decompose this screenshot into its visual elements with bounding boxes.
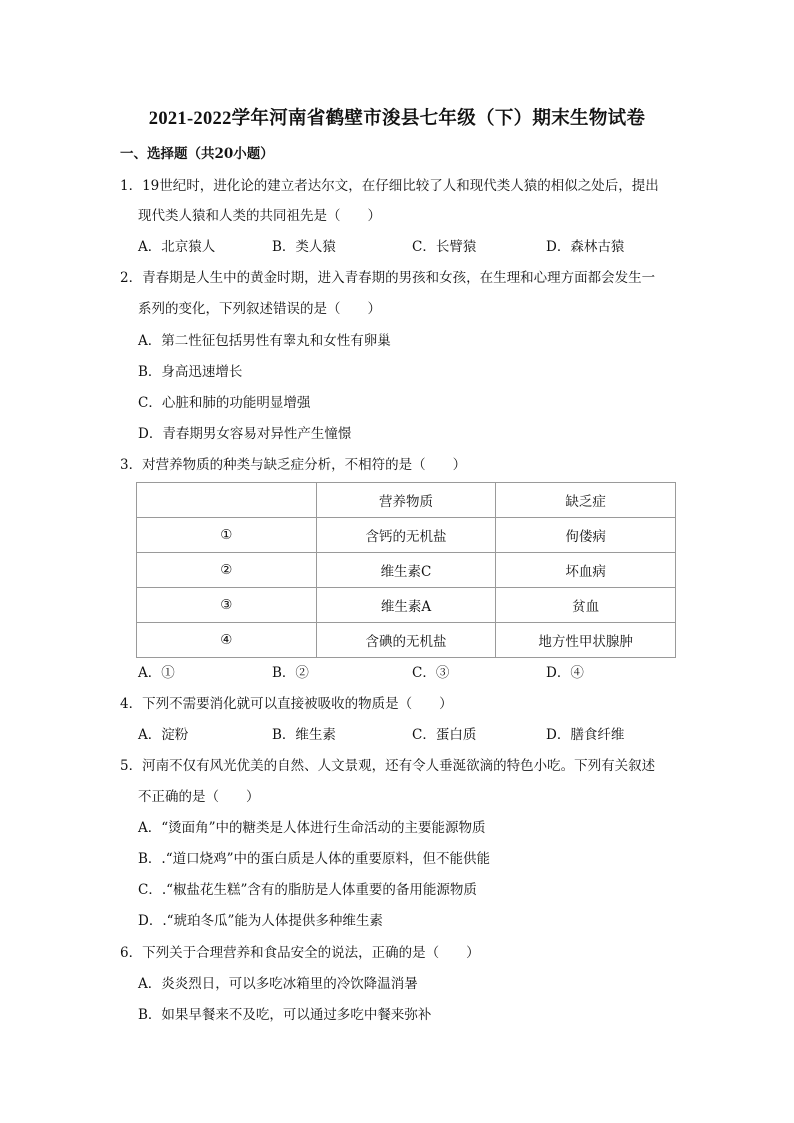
question-5-option-b[interactable]: B．.“道口烧鸡”中的蛋白质是人体的重要原料，但不能供能	[138, 851, 491, 867]
table-cell: 维生素C	[316, 553, 496, 588]
option-d[interactable]: D．森林古猿	[546, 239, 625, 255]
table-header-cell	[137, 483, 317, 518]
question-1-line-2: 现代类人猿和人类的共同祖先是（ ）	[138, 208, 381, 224]
option-b[interactable]: B．②	[272, 665, 309, 681]
option-c[interactable]: C．③	[412, 665, 450, 681]
question-2-option-b[interactable]: B．身高迅速增长	[138, 364, 243, 380]
question-2-line-2: 系列的变化，下列叙述错误的是（ ）	[138, 301, 381, 317]
table-header-cell: 营养物质	[316, 483, 496, 518]
question-5-line-1: 5．河南不仅有风光优美的自然、人文景观，还有令人垂涎欲滴的特色小吃。下列有关叙述	[120, 758, 656, 774]
table-cell: 地方性甲状腺肿	[496, 623, 676, 658]
question-4-line-1: 4．下列不需要消化就可以直接被吸收的物质是（ ）	[120, 696, 453, 712]
table-cell: 含碘的无机盐	[316, 623, 496, 658]
question-2-line-1: 2．青春期是人生中的黄金时期，进入青春期的男孩和女孩，在生理和心理方面都会发生一	[120, 270, 656, 286]
table-row	[137, 553, 676, 588]
question-2-option-a[interactable]: A．第二性征包括男性有睾丸和女性有卵巢	[138, 333, 391, 349]
page-title: 2021-2022学年河南省鹤壁市浚县七年级（下）期末生物试卷	[148, 109, 646, 129]
nutrition-table	[136, 482, 676, 658]
question-4-options	[138, 725, 698, 745]
option-a[interactable]: A．北京猿人	[138, 239, 216, 255]
table-row	[137, 588, 676, 623]
question-5-option-a[interactable]: A．“烫面角”中的糖类是人体进行生命活动的主要能源物质	[138, 820, 486, 836]
section-heading: 一、选择题（共20小题）	[120, 146, 274, 162]
question-6-option-a[interactable]: A．炎炎烈日，可以多吃冰箱里的冷饮降温消暑	[138, 976, 418, 992]
table-cell: 维生素A	[316, 588, 496, 623]
question-3-options	[138, 663, 698, 683]
table-cell: ④	[137, 623, 317, 658]
question-1-options	[138, 237, 698, 257]
question-6-line-1: 6．下列关于合理营养和食品安全的说法，正确的是（ ）	[120, 945, 480, 961]
option-b[interactable]: B．维生素	[272, 727, 336, 743]
table-header-cell: 缺乏症	[496, 483, 676, 518]
option-a[interactable]: A．淀粉	[138, 727, 189, 743]
question-1-line-1: 1．19世纪时，进化论的建立者达尔文，在仔细比较了人和现代类人猿的相似之处后，提出	[120, 178, 659, 194]
question-5-option-d[interactable]: D．.“琥珀冬瓜”能为人体提供多种维生素	[138, 913, 383, 929]
option-b[interactable]: B．类人猿	[272, 239, 336, 255]
table-cell: ①	[137, 518, 317, 553]
question-2-option-d[interactable]: D．青春期男女容易对异性产生憧憬	[138, 426, 352, 442]
question-3-line-1: 3．对营养物质的种类与缺乏症分析，不相符的是（ ）	[120, 457, 467, 473]
table-cell: 贫血	[496, 588, 676, 623]
question-5-option-c[interactable]: C．.“椒盐花生糕”含有的脂肪是人体重要的备用能源物质	[138, 882, 477, 898]
table-header-row	[137, 483, 676, 518]
table-row	[137, 518, 676, 553]
option-a[interactable]: A．①	[138, 665, 175, 681]
option-c[interactable]: C．长臂猿	[412, 239, 477, 255]
table-cell: 含钙的无机盐	[316, 518, 496, 553]
table-row	[137, 623, 676, 658]
question-5-line-2: 不正确的是（ ）	[138, 789, 260, 805]
question-6-option-b[interactable]: B．如果早餐来不及吃，可以通过多吃中餐来弥补	[138, 1007, 432, 1023]
question-2-option-c[interactable]: C．心脏和肺的功能明显增强	[138, 395, 311, 411]
table-cell: ③	[137, 588, 317, 623]
table-cell: 坏血病	[496, 553, 676, 588]
option-c[interactable]: C．蛋白质	[412, 727, 477, 743]
option-d[interactable]: D．④	[546, 665, 584, 681]
table-cell: ②	[137, 553, 317, 588]
table-cell: 佝偻病	[496, 518, 676, 553]
option-d[interactable]: D．膳食纤维	[546, 727, 625, 743]
